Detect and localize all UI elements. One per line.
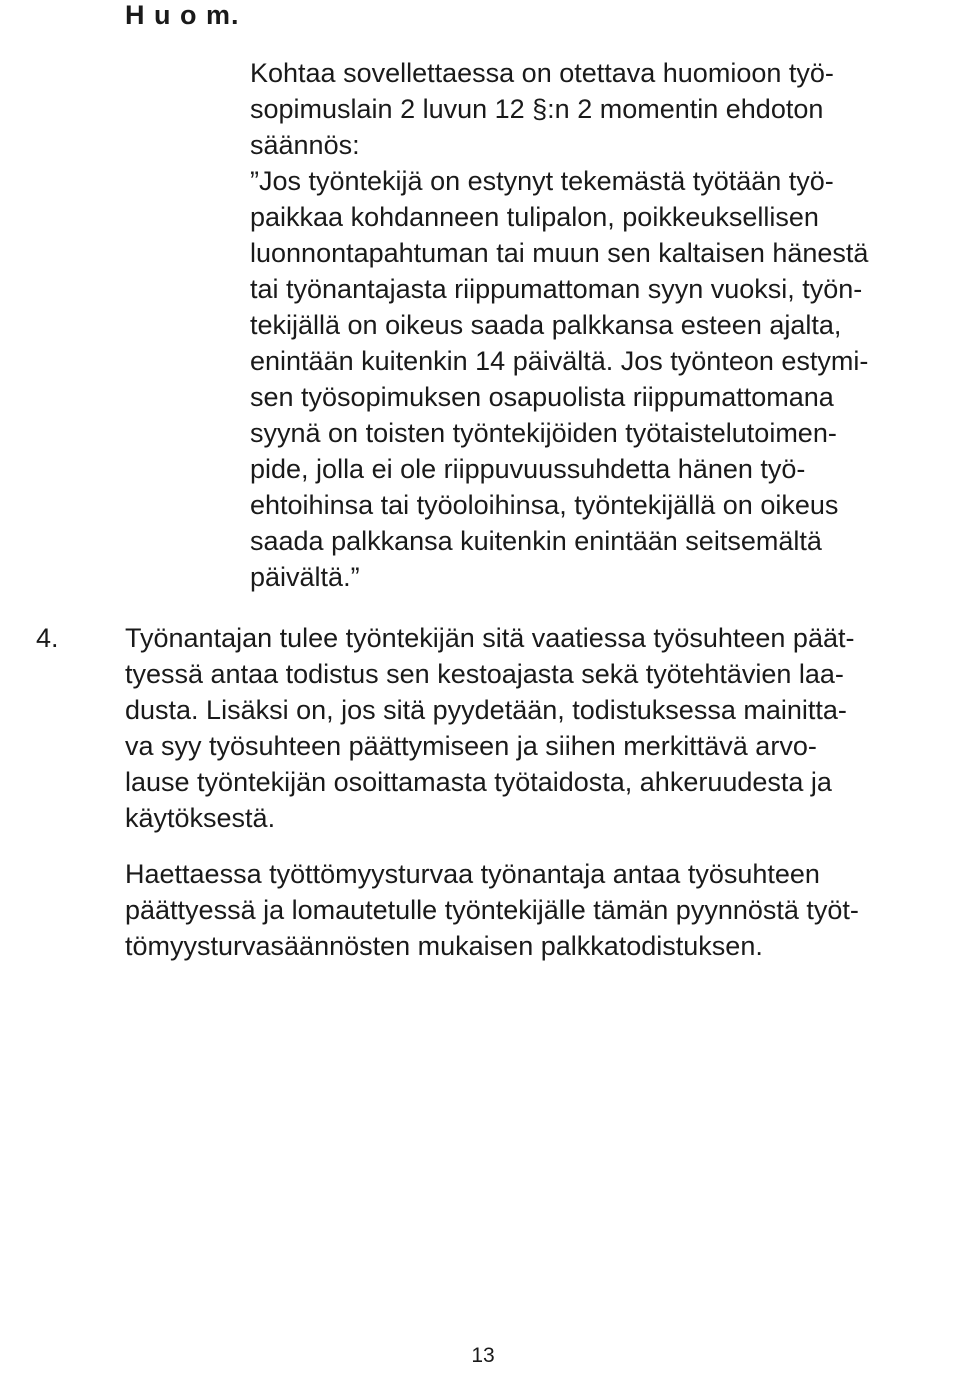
page-number: 13 [471, 1344, 495, 1367]
text-line: Haettaessa työttömyysturvaa työnantaja antaa työsuhteen [125, 859, 820, 889]
text-line: tai työnantajasta riippumattoman syyn vuoksi, työn- [250, 274, 863, 304]
note-heading: H u o m. [125, 0, 240, 30]
text-line: ehtoihinsa tai työoloihinsa, työntekijällä on oikeus [250, 490, 839, 520]
text-line: paikkaa kohdanneen tulipalon, poikkeuksellisen [250, 202, 819, 232]
text-line: tömyysturvasäännösten mukaisen palkkatodistuksen. [125, 931, 763, 961]
text-line: päättyessä ja lomautetulle työntekijälle tämän pyynnöstä työt- [125, 895, 859, 925]
list-item-number: 4. [36, 623, 59, 653]
text-line: päivältä.” [250, 562, 360, 592]
text-line: saada palkkansa kuitenkin enintään seitsemältä [250, 526, 822, 556]
text-line: Kohtaa sovellettaessa on otettava huomioon työ- [250, 58, 834, 88]
text-line: käytöksestä. [125, 803, 276, 833]
text-line: sen työsopimuksen osapuolista riippumattomana [250, 382, 834, 412]
text-line: tekijällä on oikeus saada palkkansa esteen ajalta, [250, 310, 842, 340]
text-line: luonnontapahtuman tai muun sen kaltaisen hänestä [250, 238, 869, 268]
text-line: syynä on toisten työntekijöiden työtaistelutoimen- [250, 418, 837, 448]
text-line: lause työntekijän osoittamasta työtaidosta, ahkeruudesta ja [125, 767, 832, 797]
text-line: pide, jolla ei ole riippuvuussuhdetta hänen työ- [250, 454, 806, 484]
list-item-text [125, 620, 854, 836]
text-line: tyessä antaa todistus sen kestoajasta sekä työtehtävien laa- [125, 659, 844, 689]
text-line: dusta. Lisäksi on, jos sitä pyydetään, todistuksessa mainitta- [125, 695, 847, 725]
text-line: Työnantajan tulee työntekijän sitä vaatiessa työsuhteen päät- [125, 623, 855, 653]
note-quote-block [250, 55, 868, 595]
text-line: ”Jos työntekijä on estynyt tekemästä työtään työ- [250, 166, 834, 196]
text-line: säännös: [250, 130, 360, 160]
text-line: sopimuslain 2 luvun 12 §:n 2 momentin ehdoton [250, 94, 824, 124]
text-line: va syy työsuhteen päättymiseen ja siihen merkittävä arvo- [125, 731, 817, 761]
text-line: enintään kuitenkin 14 päivältä. Jos työnteon estymi- [250, 346, 869, 376]
body-paragraph [125, 856, 859, 964]
